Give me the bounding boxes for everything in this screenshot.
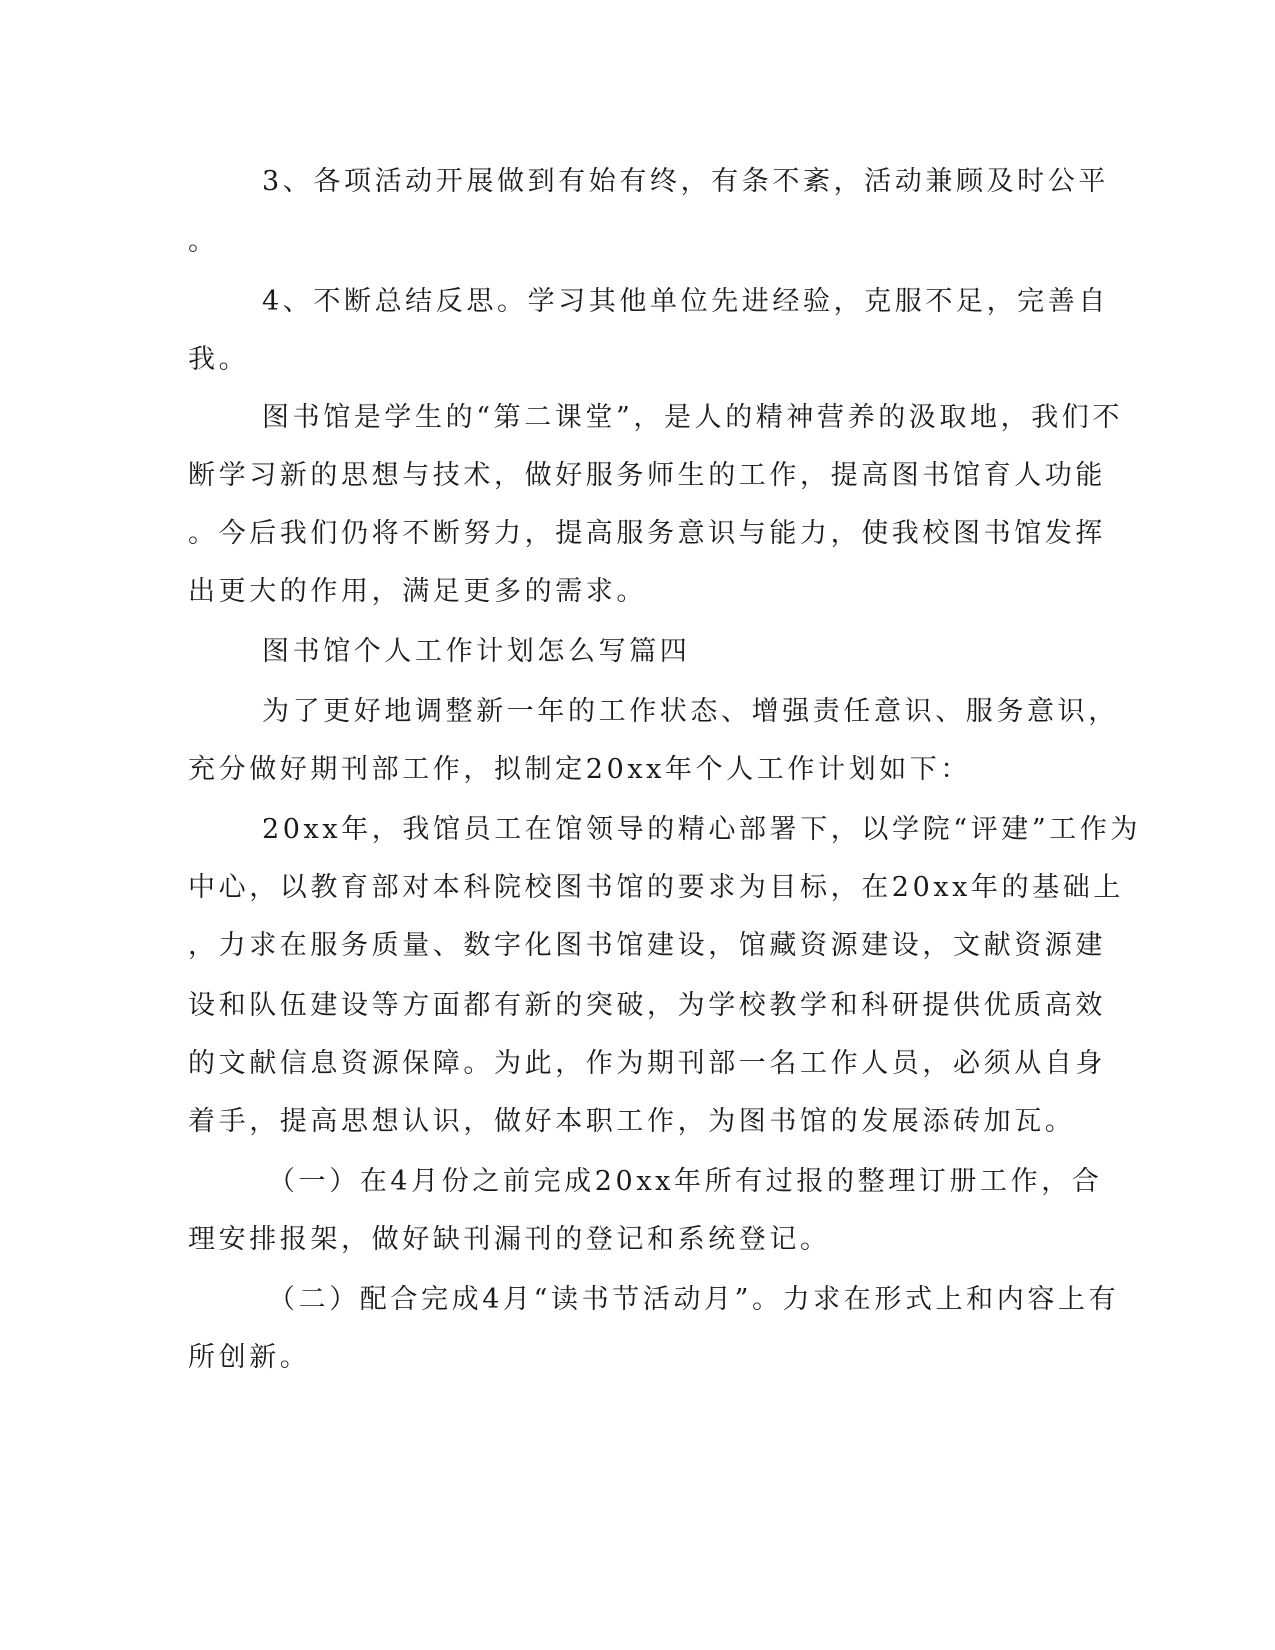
text-line: ，力求在服务质量、数字化图书馆建设，馆藏资源建设，文献资源建 bbox=[188, 930, 1106, 961]
text-line: 4、不断总结反思。学习其他单位先进经验，克服不足，完善自 bbox=[262, 286, 1109, 317]
text-line: 理安排报架，做好缺刊漏刊的登记和系统登记。 bbox=[188, 1224, 831, 1255]
text-line: 中心，以教育部对本科院校图书馆的要求为目标，在20xx年的基础上 bbox=[188, 872, 1125, 903]
text-line: 所创新。 bbox=[188, 1342, 311, 1373]
text-line: 充分做好期刊部工作，拟制定20xx年个人工作计划如下： bbox=[188, 754, 972, 785]
text-line: 设和队伍建设等方面都有新的突破，为学校教学和科研提供优质高效 bbox=[188, 990, 1106, 1021]
text-line: 20xx年，我馆员工在馆领导的精心部署下，以学院“评建”工作为 bbox=[262, 814, 1142, 845]
text-line: 图书馆是学生的“第二课堂”，是人的精神营养的汲取地，我们不 bbox=[262, 402, 1124, 433]
text-line: 为了更好地调整新一年的工作状态、增强责任意识、服务意识， bbox=[262, 696, 1119, 727]
text-line: 。今后我们仍将不断努力，提高服务意识与能力，使我校图书馆发挥 bbox=[188, 518, 1106, 549]
section-heading: 图书馆个人工作计划怎么写篇四 bbox=[262, 636, 691, 667]
text-line: 出更大的作用，满足更多的需求。 bbox=[188, 576, 647, 607]
text-line: 着手，提高思想认识，做好本职工作，为图书馆的发展添砖加瓦。 bbox=[188, 1106, 1076, 1137]
text-line: （一）在4月份之前完成20xx年所有过报的整理订册工作，合 bbox=[268, 1166, 1103, 1197]
text-line: 3、各项活动开展做到有始有终，有条不紊，活动兼顾及时公平 bbox=[262, 166, 1109, 197]
text-line: 断学习新的思想与技术，做好服务师生的工作，提高图书馆育人功能 bbox=[188, 460, 1106, 491]
text-line: 的文献信息资源保障。为此，作为期刊部一名工作人员，必须从自身 bbox=[188, 1048, 1106, 1079]
text-line: 我。 bbox=[188, 344, 250, 375]
text-line: （二）配合完成4月“读书节活动月”。力求在形式上和内容上有 bbox=[268, 1284, 1120, 1315]
text-line: 。 bbox=[188, 226, 219, 257]
